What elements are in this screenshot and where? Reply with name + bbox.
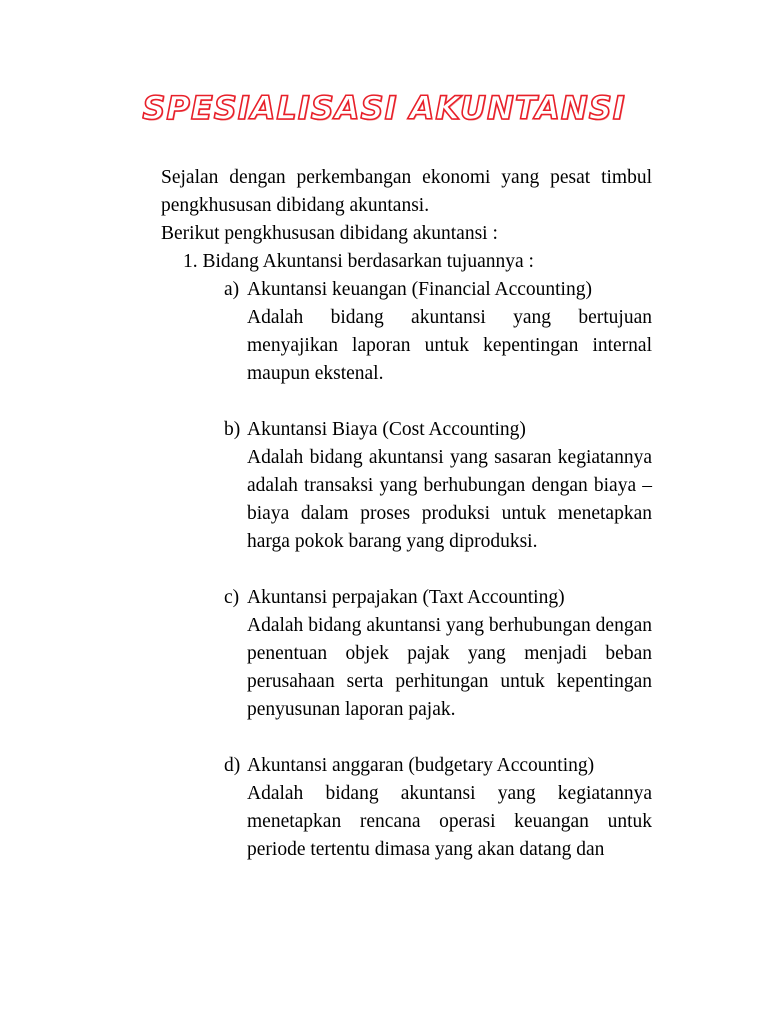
section-c-heading: Akuntansi perpajakan (Taxt Accounting) <box>247 587 565 608</box>
section-c-label: c) <box>224 587 240 608</box>
section-a <box>161 276 652 388</box>
spacer <box>161 724 652 752</box>
section-d-label: d) <box>224 755 241 776</box>
section-a-description: Adalah bidang akuntansi yang bertujuan menyajikan laporan untuk kepentingan internal maupun ekstenal. <box>247 307 652 384</box>
section-b <box>161 416 652 556</box>
section-b-description: Adalah bidang akuntansi yang sasaran kegiatannya adalah transaksi yang berhubungan dengan biaya – biaya dalam proses produksi untuk menetapkan harga pokok barang yang diproduksi. <box>247 447 652 552</box>
section-c-description: Adalah bidang akuntansi yang berhubungan dengan penentuan objek pajak yang menjadi beban perusahaan serta perhitungan untuk kepentingan penyusunan laporan pajak. <box>247 615 652 720</box>
list-item-1: 1. Bidang Akuntansi berdasarkan tujuannya : <box>183 251 534 272</box>
section-d-description: Adalah bidang akuntansi yang kegiatannya menetapkan rencana operasi keuangan untuk periode tertentu dimasa yang akan datang dan <box>247 783 652 860</box>
intro-line-2: Berikut pengkhususan dibidang akuntansi : <box>161 223 498 244</box>
section-b-label: b) <box>224 419 241 440</box>
section-c <box>161 584 652 724</box>
document-body <box>161 164 652 864</box>
section-a-label: a) <box>224 279 240 300</box>
intro-paragraph: Sejalan dengan perkembangan ekonomi yang pesat timbul pengkhususan dibidang akuntansi. <box>161 167 652 216</box>
section-c-heading-row <box>161 584 652 612</box>
section-b-heading-row <box>161 416 652 444</box>
section-a-heading-row <box>161 276 652 304</box>
spacer <box>161 388 652 416</box>
section-d <box>161 752 652 864</box>
section-a-heading: Akuntansi keuangan (Financial Accounting) <box>247 279 592 300</box>
section-b-heading: Akuntansi Biaya (Cost Accounting) <box>247 419 526 440</box>
page-title: SPESIALISASI AKUNTANSI <box>142 89 626 127</box>
section-d-heading: Akuntansi anggaran (budgetary Accounting) <box>247 755 595 776</box>
section-d-heading-row <box>161 752 652 780</box>
spacer <box>161 556 652 584</box>
